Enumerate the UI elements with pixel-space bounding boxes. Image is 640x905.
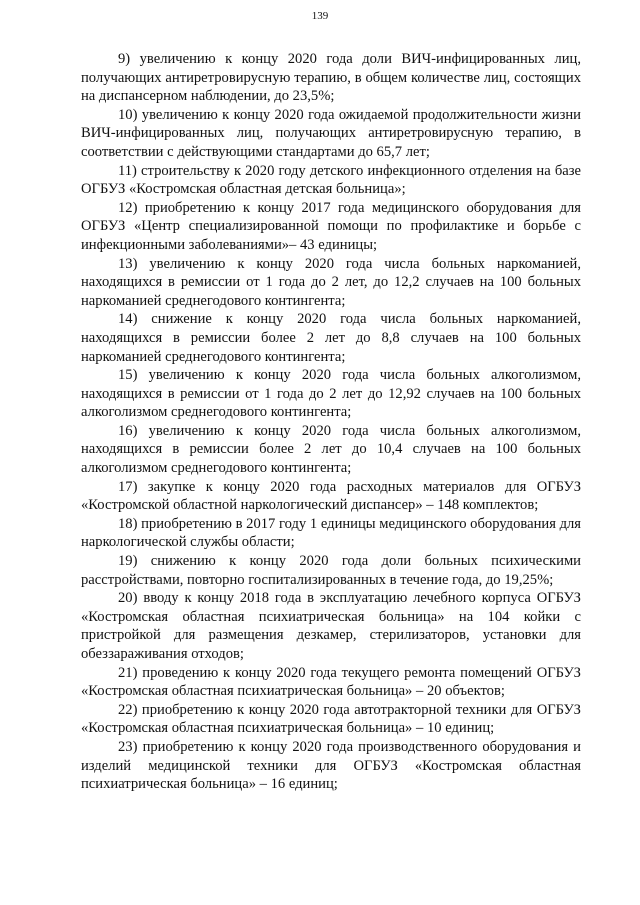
list-item: 22) приобретению к концу 2020 года автотракторной техники для ОГБУЗ «Костромская областная психиатрическая больница» – 10 единиц; [81,701,581,737]
list-item: 23) приобретению к концу 2020 года производственного оборудования и изделий медицинской техники для ОГБУЗ «Костромская областная психиатрическая больница» – 16 единиц; [81,738,581,793]
list-item: 20) вводу к концу 2018 года в эксплуатацию лечебного корпуса ОГБУЗ «Костромская областная психиатрическая больница» на 104 койки с пристройкой для размещения дезкамер, стерилизаторов, установки для обеззараживания отходов; [81,590,581,662]
list-item: 15) увеличению к концу 2020 года числа больных алкоголизмом, находящихся в ремиссии от 1 года до 2 лет до 12,92 случаев на 100 больных алкоголизмом среднегодового контингента; [81,367,581,421]
document-body [81,50,581,794]
list-item: 9) увеличению к концу 2020 года доли ВИЧ-инфицированных лиц, получающих антиретровирусную терапию, в общем количестве лиц, состоящих на диспансерном наблюдении, до 23,5%; [81,51,581,105]
list-item: 19) снижению к концу 2020 года доли больных психическими расстройствами, повторно госпитализированных в течение года, до 19,25%; [81,553,581,588]
page-number: 139 [311,10,329,22]
list-item: 12) приобретению к концу 2017 года медицинского оборудования для ОГБУЗ «Центр специализированной помощи по профилактике и борьбе с инфекционными заболеваниями»– 43 единицы; [81,199,581,253]
list-item: 17) закупке к концу 2020 года расходных материалов для ОГБУЗ «Костромской областной наркологический диспансер» – 148 комплектов; [81,478,581,514]
list-item: 16) увеличению к концу 2020 года числа больных алкоголизмом, находящихся в ремиссии более 2 лет до 10,4 случаев на 100 больных алкоголизмом среднегодового контингента; [81,422,581,477]
list-item: 21) проведению к концу 2020 года текущего ремонта помещений ОГБУЗ «Костромская областная психиатрическая больница» – 20 объектов; [81,664,581,700]
list-item: 13) увеличению к концу 2020 года числа больных наркоманией, находящихся в ремиссии от 1 года до 2 лет, до 12,2 случаев на 100 больных наркоманией среднегодового контингента; [81,255,581,309]
list-item: 18) приобретению в 2017 году 1 единицы медицинского оборудования для наркологической службы области; [81,515,581,551]
list-item: 10) увеличению к концу 2020 года ожидаемой продолжительности жизни ВИЧ-инфицированных лиц, получающих антиретровирусную терапию, в соответствии с действующими стандартами до 65,7 лет; [81,106,581,160]
list-item: 14) снижение к концу 2020 года числа больных наркоманией, находящихся в ремиссии более 2 лет до 8,8 случаев на 100 больных наркоманией среднегодового контингента; [81,311,581,365]
list-item: 11) строительству к 2020 году детского инфекционного отделения на базе ОГБУЗ «Костромская областная детская больница»; [81,162,581,198]
